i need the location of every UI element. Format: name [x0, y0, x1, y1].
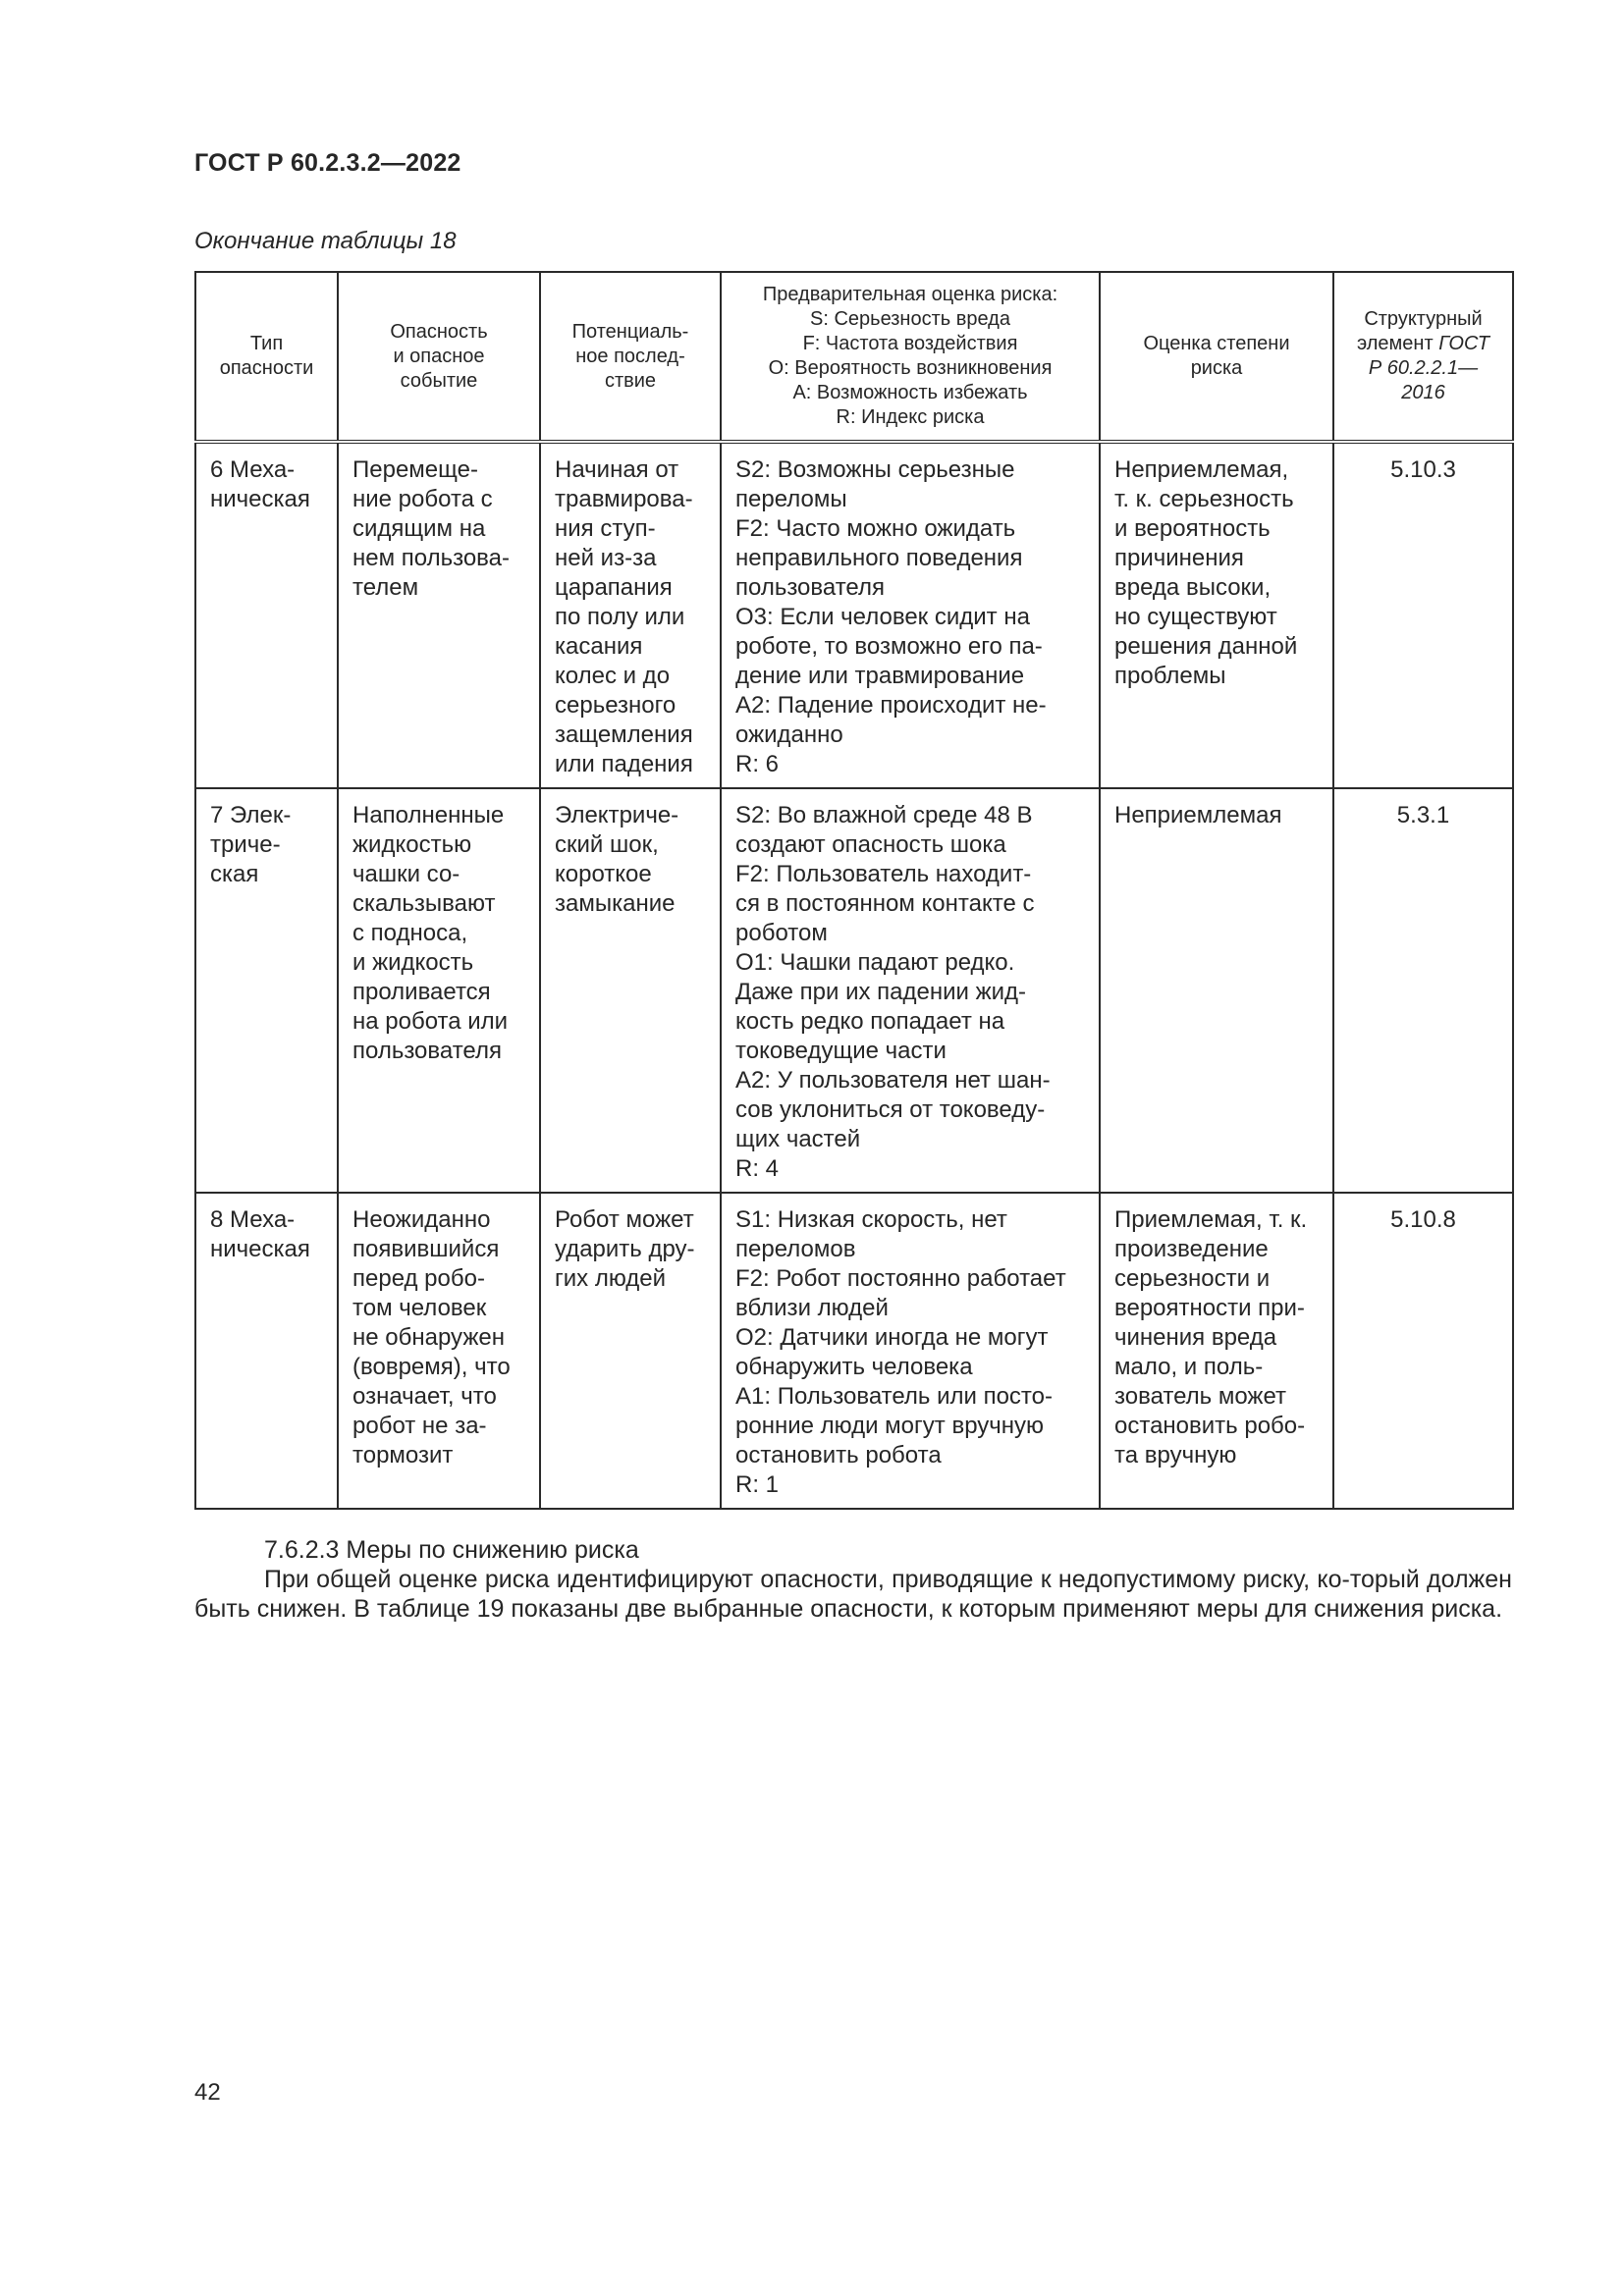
table-caption: Окончание таблицы 18 [194, 228, 457, 254]
table-row [195, 1193, 1513, 1509]
cell-assessment: S2: Возможны серьезные переломы F2: Часто можно ожидать неправильного поведения пользователя O3: Если человек сидит на роботе, то возможно его па- дение или травмирование A2: Падение происходит не- ожиданно R: 6 [721, 442, 1100, 788]
page-number: 42 [194, 2079, 221, 2106]
cell-hazard: Неожиданно появившийся перед робо- том человек не обнаружен (вовремя), что означает, что робот не за- тормозит [338, 1193, 540, 1509]
cell-type: 7 Элек- триче- ская [195, 788, 338, 1193]
table-row [195, 788, 1513, 1193]
cell-consequence: Электриче- ский шок, короткое замыкание [540, 788, 721, 1193]
cell-consequence: Начиная от травмирова- ния ступ- ней из-за царапания по полу или касания колес и до серьезного защемления или падения [540, 442, 721, 788]
cell-assessment: S2: Во влажной среде 48 В создают опасность шока F2: Пользователь находит- ся в постоянном контакте с роботом O1: Чашки падают редко. Даже при их падении жид- кость редко попадает на токоведущие части A2: У пользователя нет шан- сов уклониться от токоведу- щих частей R: 4 [721, 788, 1100, 1193]
header-structural-element-label: Структурный элемент [1357, 308, 1483, 354]
cell-hazard: Перемеще- ние робота с сидящим на нем пользова- телем [338, 442, 540, 788]
cell-element: 5.3.1 [1333, 788, 1513, 1193]
table-row [195, 442, 1513, 788]
header-hazard-type: Тип опасности [195, 272, 338, 442]
cell-evaluation: Приемлемая, т. к. произведение серьезности и вероятности при- чинения вреда мало, и поль- зователь может остановить робо- та вручную [1100, 1193, 1333, 1509]
cell-evaluation: Неприемлемая, т. к. серьезность и вероятность причинения вреда высоки, но существуют решения данной проблемы [1100, 442, 1333, 788]
cell-hazard: Наполненные жидкостью чашки со- скальзывают с подноса, и жидкость проливается на робота или пользователя [338, 788, 540, 1193]
cell-assessment: S1: Низкая скорость, нет переломов F2: Робот постоянно работает вблизи людей O2: Датчики иногда не могут обнаружить человека A1: Пользователь или посто- ронние люди могут вручную остановить робота R: 1 [721, 1193, 1100, 1509]
risk-assessment-table [194, 271, 1514, 1510]
cell-element: 5.10.3 [1333, 442, 1513, 788]
document-title: ГОСТ Р 60.2.3.2—2022 [194, 149, 461, 177]
header-hazard-event: Опасность и опасное событие [338, 272, 540, 442]
cell-type: 6 Меха- ническая [195, 442, 338, 788]
table-header-row [195, 272, 1513, 442]
header-preliminary-assessment: Предварительная оценка риска: S: Серьезность вреда F: Частота воздействия O: Вероятность возникновения A: Возможность избежать R: Индекс риска [721, 272, 1100, 442]
cell-consequence: Робот может ударить дру- гих людей [540, 1193, 721, 1509]
header-structural-element [1333, 272, 1513, 442]
cell-evaluation: Неприемлемая [1100, 788, 1333, 1193]
header-consequence: Потенциаль- ное послед- ствие [540, 272, 721, 442]
header-risk-evaluation: Оценка степени риска [1100, 272, 1333, 442]
section-heading: 7.6.2.3 Меры по снижению риска [264, 1536, 639, 1564]
section-paragraph: При общей оценке риска идентифицируют опасности, приводящие к недопустимому риску, ко-торый должен быть снижен. В таблице 19 показаны две выбранные опасности, к которым применяют меры для снижения риска. [194, 1566, 1512, 1623]
cell-type: 8 Меха- ническая [195, 1193, 338, 1509]
cell-element: 5.10.8 [1333, 1193, 1513, 1509]
header-structural-element-ref: ГОСТ Р 60.2.2.1— 2016 [1368, 333, 1489, 403]
